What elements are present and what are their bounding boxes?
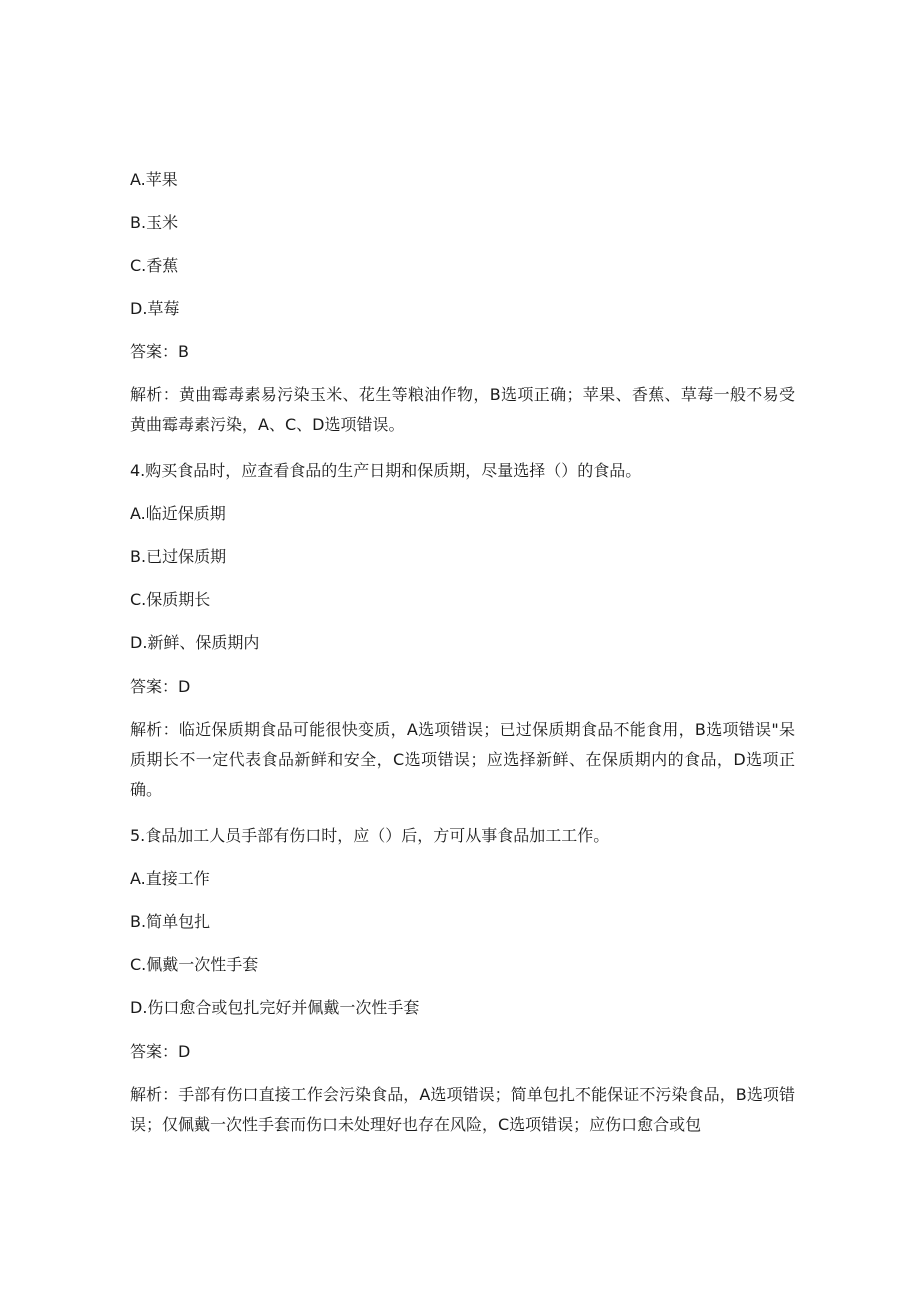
answer-q3: 答案：B xyxy=(130,342,189,361)
question-5: 5.食品加工人员手部有伤口时，应（）后，方可从事食品加工工作。 xyxy=(130,826,610,845)
option-d-healed-and-gloves: D.伤口愈合或包扎完好并佩戴一次性手套 xyxy=(130,998,420,1017)
option-c-long-shelf-life: C.保质期长 xyxy=(130,590,211,609)
explanation-q4: 解析：临近保质期食品可能很快变质，A选项错误；已过保质期食品不能食用，B选项错误"呆质期长不一定代表食品新鲜和安全，C选项错误；应选择新鲜、在保质期内的食品，D选项正确。 xyxy=(130,720,795,799)
option-a-work-directly: A.直接工作 xyxy=(130,869,210,888)
option-b-expired: B.已过保质期 xyxy=(130,547,227,566)
option-b-corn: B.玉米 xyxy=(130,213,179,232)
option-d-fresh-within-date: D.新鲜、保质期内 xyxy=(130,633,260,652)
answer-q5: 答案：D xyxy=(130,1042,191,1061)
option-a-apple: A.苹果 xyxy=(130,170,178,189)
question-4: 4.购买食品时，应查看食品的生产日期和保质期，尽量选择（）的食品。 xyxy=(130,461,642,480)
option-c-wear-gloves: C.佩戴一次性手套 xyxy=(130,955,259,974)
option-b-simple-bandage: B.简单包扎 xyxy=(130,912,211,931)
option-d-strawberry: D.草莓 xyxy=(130,299,180,318)
option-c-banana: C.香蕉 xyxy=(130,256,179,275)
explanation-q5: 解析：手部有伤口直接工作会污染食品，A选项错误；简单包扎不能保证不污染食品，B选项错误；仅佩戴一次性手套而伤口未处理好也存在风险，C选项错误；应伤口愈合或包 xyxy=(130,1085,795,1134)
option-a-near-expiry: A.临近保质期 xyxy=(130,504,226,523)
answer-q4: 答案：D xyxy=(130,677,191,696)
explanation-q3: 解析：黄曲霉毒素易污染玉米、花生等粮油作物，B选项正确；苹果、香蕉、草莓一般不易受黄曲霉毒素污染，A、C、D选项错误。 xyxy=(130,385,795,434)
